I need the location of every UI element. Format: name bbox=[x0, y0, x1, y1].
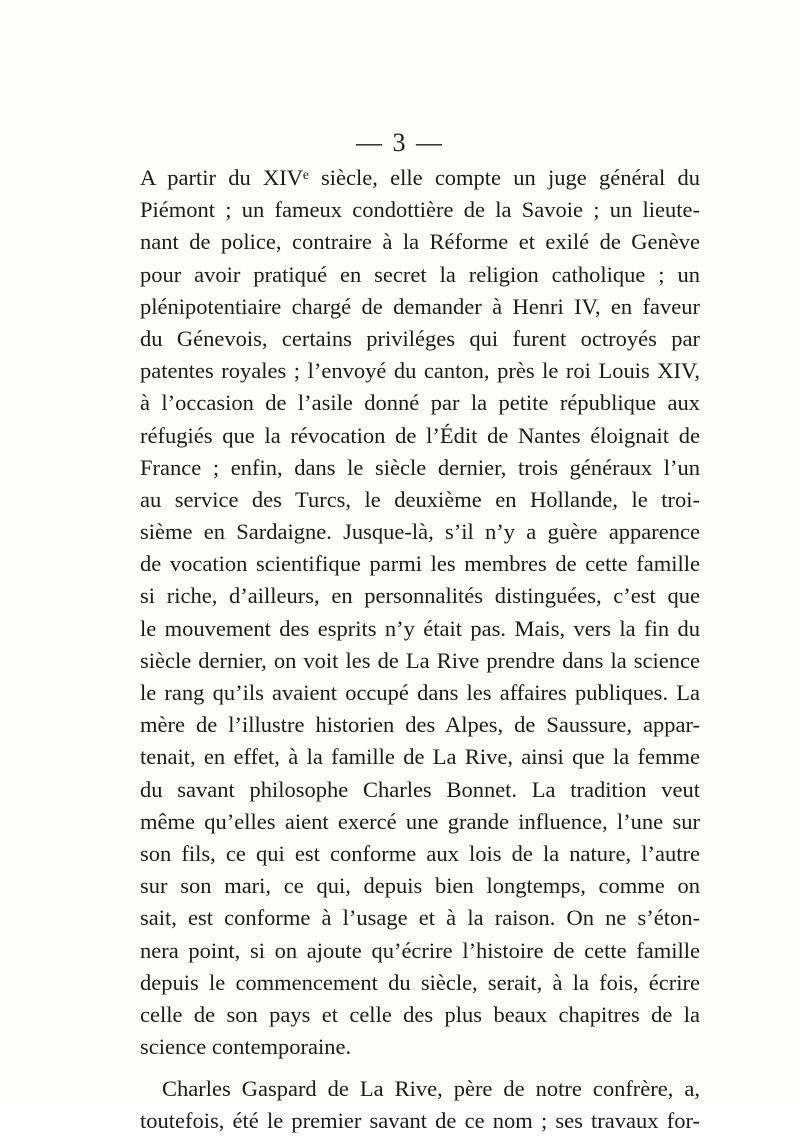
text-line: sur son mari, ce qui, depuis bien longtemps, comme on bbox=[140, 873, 700, 899]
text-line: toutefois, été le premier savant de ce nom ; ses travaux for- bbox=[140, 1108, 700, 1134]
text-line: France ; enfin, dans le siècle dernier, trois généraux l’un bbox=[140, 454, 700, 480]
text-line: au service des Turcs, le deuxième en Hollande, le troi- bbox=[140, 486, 700, 512]
page-number: — 3 — bbox=[356, 128, 444, 157]
text-line: réfugiés que la révocation de l’Édit de Nantes éloignait de bbox=[140, 422, 700, 448]
text-line: science contemporaine. bbox=[140, 1034, 352, 1060]
text-line: nera point, si on ajoute qu’écrire l’histoire de cette famille bbox=[140, 937, 700, 963]
text-line: plénipotentiaire chargé de demander à Henri IV, en faveur bbox=[140, 293, 700, 319]
text-line: son fils, ce qui est conforme aux lois de la nature, l’autre bbox=[140, 840, 700, 866]
text-line: celle de son pays et celle des plus beaux chapitres de la bbox=[140, 1001, 700, 1027]
text-line: de vocation scientifique parmi les membres de cette famille bbox=[140, 551, 700, 577]
text-line: depuis le commencement du siècle, serait, à la fois, écrire bbox=[140, 969, 700, 995]
text-line: nant de police, contraire à la Réforme et exilé de Genève bbox=[140, 229, 700, 255]
text-line: même qu’elles aient exercé une grande influence, l’une sur bbox=[140, 808, 700, 834]
text-line: le mouvement des esprits n’y était pas. Mais, vers la fin du bbox=[140, 615, 700, 641]
text-line: pour avoir pratiqué en secret la religion catholique ; un bbox=[140, 261, 700, 287]
text-line: le rang qu’ils avaient occupé dans les affaires publiques. La bbox=[140, 680, 700, 705]
paragraph-1 bbox=[140, 162, 700, 1063]
text-line: patentes royales ; l’envoyé du canton, près le roi Louis XIV, bbox=[140, 358, 700, 384]
text-line: Piémont ; un fameux condottière de la Savoie ; un lieute- bbox=[140, 197, 700, 223]
text-line: Charles Gaspard de La Rive, père de notre confrère, a, bbox=[162, 1076, 700, 1102]
text-line: A partir du XIVᵉ siècle, elle compte un juge général du bbox=[140, 165, 700, 190]
text-line: sait, est conforme à l’usage et à la raison. On ne s’éton- bbox=[140, 905, 700, 931]
paragraph-spacer bbox=[140, 1063, 700, 1073]
text-line: du Génevois, certains priviléges qui furent octroyés par bbox=[140, 325, 700, 351]
text-line: tenait, en effet, à la famille de La Rive, ainsi que la femme bbox=[140, 744, 700, 770]
paragraph-2 bbox=[140, 1073, 700, 1137]
body-text bbox=[140, 162, 700, 1138]
text-line: siècle dernier, on voit les de La Rive prendre dans la science bbox=[140, 647, 700, 673]
text-line: sième en Sardaigne. Jusque-là, s’il n’y a guère apparence bbox=[140, 519, 700, 545]
text-line: du savant philosophe Charles Bonnet. La tradition veut bbox=[140, 776, 700, 802]
text-line: si riche, d’ailleurs, en personnalités distinguées, c’est que bbox=[140, 583, 700, 609]
text-line: à l’occasion de l’asile donné par la petite république aux bbox=[140, 390, 700, 416]
text-line: mère de l’illustre historien des Alpes, de Saussure, appar- bbox=[140, 712, 700, 738]
